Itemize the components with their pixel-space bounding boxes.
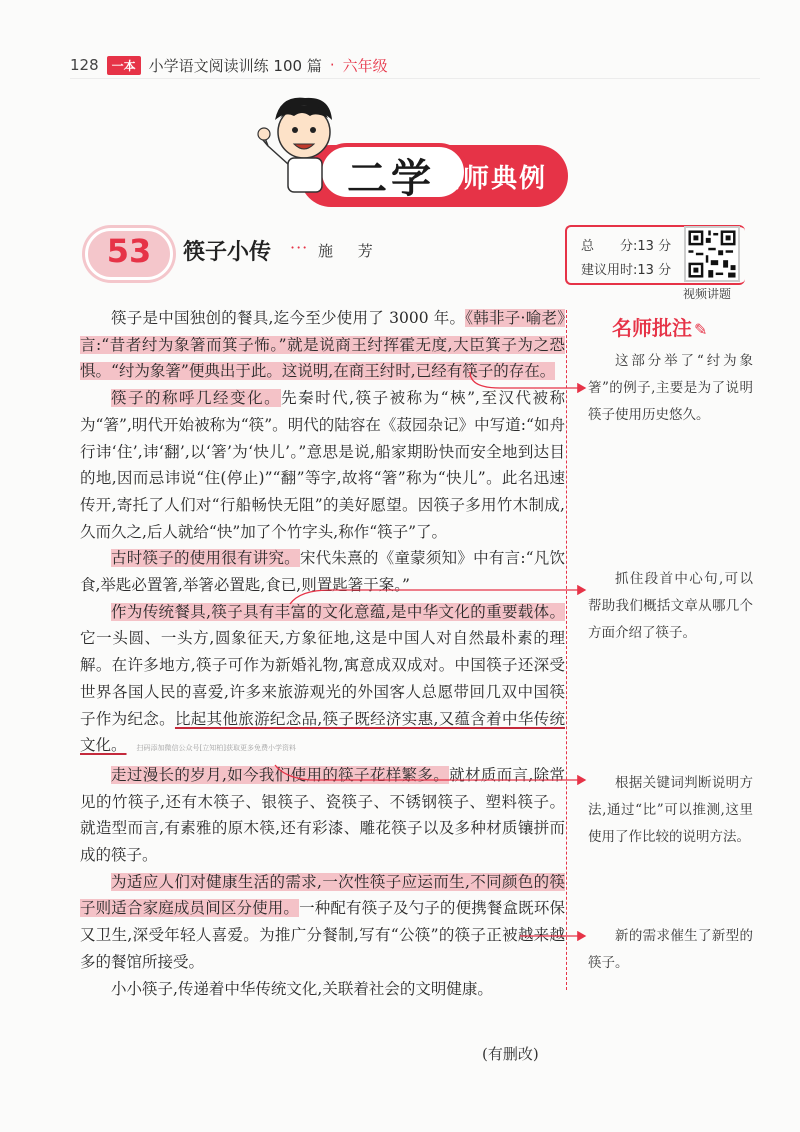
- qr-caption: 视频讲题: [683, 287, 732, 301]
- paragraph-5: [80, 762, 565, 869]
- p6-text: 一种配有筷子及勺子的便携餐盒既环保又卫生,深受年轻人喜爱。为推广分餐制,写有“公筷”的筷子正被越来越多的餐馆所接受。: [80, 899, 565, 971]
- p3-text: 宋代朱熹的《童蒙须知》中有言:“凡饮食,举匙必置箸,举箸必置匙,食已,则置匙箸于案。”: [80, 549, 565, 595]
- margin-note-1: 这部分举了“纣为象箸”的例子,主要是为了说明筷子使用历史悠久。: [588, 353, 753, 423]
- p5-text: 就材质而言,除常见的竹筷子,还有木筷子、银筷子、瓷筷子、不锈钢筷子、塑料筷子。就造型而言,有素雅的原木筷,还有彩漆、雕花筷子以及多种材质镶拼而成的筷子。: [80, 765, 565, 865]
- section-label: 名师典例: [434, 164, 547, 194]
- margin-title-text: 名师批注: [612, 316, 692, 340]
- p1-highlight: 《韩非子·喻老》言:“昔者纣为象箸而箕子怖。”就是说商王纣挥霍无度,大臣箕子为之恐惧。“纣为象箸”便典出于此。这说明,在商王纣时,已经有筷子的存在。: [80, 309, 565, 381]
- suggested-time-row: [581, 259, 671, 278]
- cartoon-boy: [250, 90, 350, 210]
- author-dots: ···: [290, 238, 309, 257]
- article-number: 53: [106, 232, 152, 270]
- book-title: 小学语文阅读训练 100 篇: [148, 56, 322, 75]
- page-header: [70, 55, 388, 75]
- total-score-label: 总 分:: [581, 239, 638, 254]
- article-body: [80, 305, 565, 1002]
- p2-text: 先秦时代,筷子被称为“梜”,至汉代被称为“箸”,明代开始被称为“筷”。明代的陆容在《菽园杂记》中写道:“如舟行讳‘住’,讳‘翻’,以‘箸’为‘快儿’。”意思是说,船家期盼快而安全地到达目的地,因而忌讳说“住(停止)”“翻”等字,故将“箸”称为“快儿”。此名迅速传开,寄托了人们对“行船畅快无阻”的美好愿望。因筷子多用竹木制成,久而久之,后人就给“快”加了个竹字头,称作“筷子”了。: [80, 389, 565, 541]
- article-author: 施 芳: [318, 242, 383, 260]
- p4-key-sentence: 作为传统餐具,筷子具有丰富的文化意蕴,是中华文化的重要载体。: [111, 602, 565, 621]
- brand-logo: 一本: [107, 56, 141, 75]
- grade-label: 六年级: [342, 56, 388, 75]
- header-divider: [70, 78, 760, 79]
- page-number: 128: [70, 56, 99, 74]
- header-dot: ·: [329, 56, 335, 74]
- total-score-value: 13 分: [637, 239, 672, 254]
- p4-text: 它一头圆、一头方,圆象征天,方象征地,这是中国人对自然最朴素的理解。在许多地方,筷子可作为新婚礼物,寓意成双成对。中国筷子还深受世界各国人民的喜爱,许多来旅游观光的外国客人总愿带回几双中国筷子作为纪念。: [80, 629, 565, 728]
- p5-key-sentence: 走过漫长的岁月,如今我们使用的筷子花样繁多。: [111, 765, 450, 784]
- p2-key-sentence: 筷子的称呼几经变化。: [111, 389, 282, 408]
- suggested-time-label: 建议用时:: [581, 263, 638, 278]
- p4-comparison-sentence: 比起其他旅游纪念品,筷子既经济实惠,又蕴含着中华传统文化。: [80, 709, 565, 755]
- margin-note-4: 新的需求催生了新型的筷子。: [588, 928, 753, 971]
- margin-note-3: 根据关键词判断说明方法,通过“比”可以推测,这里使用了作比较的说明方法。: [588, 775, 753, 845]
- paragraph-6: [80, 869, 565, 976]
- edit-note: (有删改): [482, 1045, 539, 1063]
- section-number: 二学: [347, 156, 435, 202]
- pen-icon: ✎: [694, 320, 708, 339]
- article-title: 筷子小传: [183, 240, 272, 265]
- margin-divider: [566, 310, 567, 990]
- total-score-row: [581, 235, 671, 254]
- paragraph-1: [80, 305, 565, 385]
- p6-key-sentence: 为适应人们对健康生活的需求,一次性筷子应运而生,不同颜色的筷子则适合家庭成员间区分使用。: [80, 872, 565, 918]
- paragraph-7: 小小筷子,传递着中华传统文化,关联着社会的文明健康。: [111, 979, 493, 998]
- section-banner: [240, 85, 570, 215]
- paragraph-4: [80, 599, 565, 762]
- qr-code[interactable]: [684, 226, 740, 282]
- margin-notes-title: [612, 312, 707, 341]
- watermark-text: 扫码添加微信公众号[立知柏]获取更多免费小学资料: [136, 744, 296, 753]
- margin-note-2: 抓住段首中心句,可以帮助我们概括文章从哪几个方面介绍了筷子。: [588, 571, 753, 641]
- p3-key-sentence: 古时筷子的使用很有讲究。: [111, 549, 300, 568]
- paragraph-2: [80, 385, 565, 545]
- paragraph-3: [80, 545, 565, 598]
- p1-text: 筷子是中国独创的餐具,迄今至少使用了 3000 年。: [111, 309, 466, 327]
- suggested-time-value: 13 分: [637, 263, 672, 278]
